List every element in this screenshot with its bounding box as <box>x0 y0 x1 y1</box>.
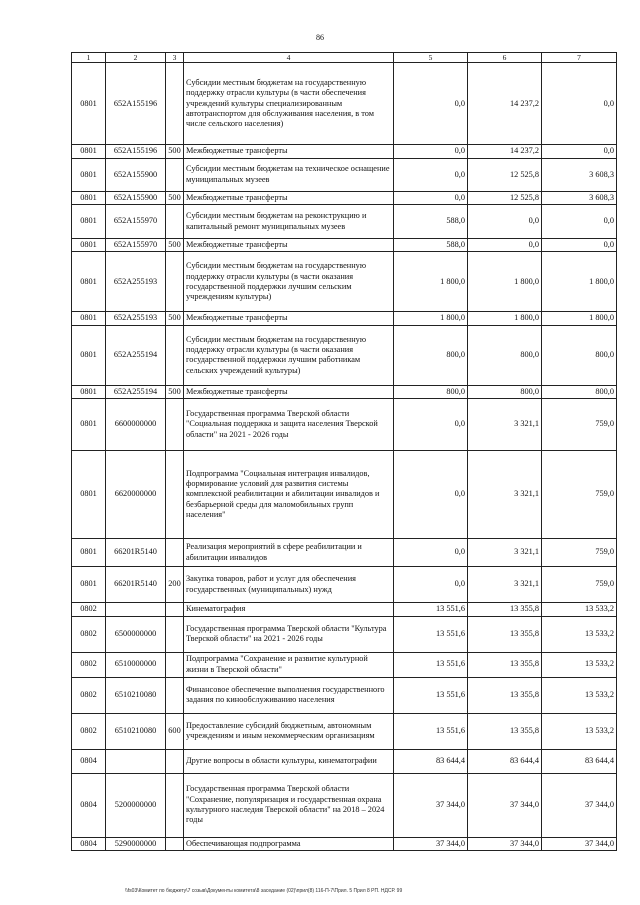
table-row <box>72 325 617 385</box>
amount-2023: 12 525,8 <box>468 158 542 191</box>
item-name: Субсидии местным бюджетам на государственную поддержку отрасли культуры (в части оказания государственной поддержки лучшим сельским учреждениям культуры) <box>184 252 394 312</box>
amount-2023: 13 355,8 <box>468 603 542 616</box>
column-number: 7 <box>542 53 617 63</box>
table-row <box>72 567 617 603</box>
budget-table <box>71 52 617 851</box>
section-code: 0801 <box>72 158 106 191</box>
table-row <box>72 539 617 567</box>
amount-2023: 37 344,0 <box>468 773 542 837</box>
section-code: 0801 <box>72 312 106 325</box>
target-article-code: 66201R5140 <box>106 539 166 567</box>
expense-type-code: 500 <box>166 145 184 158</box>
section-code: 0801 <box>72 567 106 603</box>
item-name: Закупка товаров, работ и услуг для обеспечения государственных (муниципальных) нужд <box>184 567 394 603</box>
expense-type-code <box>166 652 184 677</box>
amount-2022: 0,0 <box>394 451 468 539</box>
amount-2024: 13 533,2 <box>542 652 617 677</box>
amount-2023: 3 321,1 <box>468 567 542 603</box>
amount-2024: 800,0 <box>542 385 617 398</box>
item-name: Кинематография <box>184 603 394 616</box>
amount-2022: 0,0 <box>394 567 468 603</box>
amount-2023: 83 644,4 <box>468 749 542 773</box>
amount-2024: 759,0 <box>542 567 617 603</box>
amount-2024: 759,0 <box>542 451 617 539</box>
amount-2022: 1 800,0 <box>394 312 468 325</box>
item-name: Финансовое обеспечение выполнения государственного задания по кинообслуживанию населения <box>184 677 394 713</box>
target-article-code <box>106 749 166 773</box>
expense-type-code: 500 <box>166 312 184 325</box>
amount-2023: 12 525,8 <box>468 191 542 204</box>
section-code: 0802 <box>72 677 106 713</box>
table-row <box>72 399 617 451</box>
item-name: Предоставление субсидий бюджетным, автономным учреждениям и иным некоммерческим организациям <box>184 713 394 749</box>
target-article-code: 652A255193 <box>106 312 166 325</box>
table-row <box>72 158 617 191</box>
column-number: 3 <box>166 53 184 63</box>
amount-2022: 588,0 <box>394 205 468 239</box>
expense-type-code <box>166 158 184 191</box>
amount-2022: 13 551,6 <box>394 652 468 677</box>
amount-2022: 800,0 <box>394 325 468 385</box>
amount-2023: 13 355,8 <box>468 713 542 749</box>
target-article-code: 6500000000 <box>106 616 166 652</box>
section-code: 0802 <box>72 616 106 652</box>
section-code: 0801 <box>72 145 106 158</box>
expense-type-code: 600 <box>166 713 184 749</box>
item-name: Субсидии местным бюджетам на государственную поддержку отрасли культуры (в части обеспечения учреждений культуры специализированным автотранспортом для обслуживания населения, в том числе сельского населения) <box>184 63 394 145</box>
column-number: 4 <box>184 53 394 63</box>
section-code: 0804 <box>72 749 106 773</box>
item-name: Государственная программа Тверской области "Социальная поддержка и защита населения Тверской области" на 2021 - 2026 годы <box>184 399 394 451</box>
item-name: Межбюджетные трансферты <box>184 239 394 252</box>
table-row <box>72 205 617 239</box>
table-row <box>72 616 617 652</box>
table-row <box>72 677 617 713</box>
section-code: 0801 <box>72 399 106 451</box>
section-code: 0801 <box>72 239 106 252</box>
table-row <box>72 451 617 539</box>
amount-2022: 1 800,0 <box>394 252 468 312</box>
target-article-code: 652A155196 <box>106 63 166 145</box>
amount-2022: 13 551,6 <box>394 713 468 749</box>
target-article-code: 6620000000 <box>106 451 166 539</box>
column-number: 2 <box>106 53 166 63</box>
amount-2023: 13 355,8 <box>468 616 542 652</box>
item-name: Обеспечивающая подпрограмма <box>184 837 394 850</box>
target-article-code: 66201R5140 <box>106 567 166 603</box>
expense-type-code: 500 <box>166 385 184 398</box>
table-row <box>72 713 617 749</box>
section-code: 0801 <box>72 539 106 567</box>
target-article-code: 6510210080 <box>106 713 166 749</box>
expense-type-code: 200 <box>166 567 184 603</box>
item-name: Субсидии местным бюджетам на техническое оснащение муниципальных музеев <box>184 158 394 191</box>
section-code: 0801 <box>72 63 106 145</box>
amount-2023: 13 355,8 <box>468 652 542 677</box>
column-number: 6 <box>468 53 542 63</box>
amount-2022: 13 551,6 <box>394 677 468 713</box>
expense-type-code <box>166 773 184 837</box>
amount-2023: 14 237,2 <box>468 63 542 145</box>
amount-2024: 37 344,0 <box>542 837 617 850</box>
amount-2022: 588,0 <box>394 239 468 252</box>
amount-2024: 759,0 <box>542 539 617 567</box>
section-code: 0801 <box>72 252 106 312</box>
amount-2024: 37 344,0 <box>542 773 617 837</box>
section-code: 0801 <box>72 451 106 539</box>
expense-type-code <box>166 837 184 850</box>
item-name: Подпрограмма "Социальная интеграция инвалидов, формирование условий для развития системы комплексной реабилитации и абилитации инвалидов и безбарьерной среды для маломобильных групп населения" <box>184 451 394 539</box>
expense-type-code <box>166 252 184 312</box>
amount-2023: 1 800,0 <box>468 252 542 312</box>
section-code: 0801 <box>72 191 106 204</box>
target-article-code: 6600000000 <box>106 399 166 451</box>
amount-2022: 0,0 <box>394 145 468 158</box>
amount-2023: 800,0 <box>468 325 542 385</box>
column-number: 5 <box>394 53 468 63</box>
amount-2024: 800,0 <box>542 325 617 385</box>
footer-file-path: \\fs03\Комитет по бюджету\7 созыв\Документы комитета\8 заседание (02)\прил(8) 116-П-7\Прил. 5 Прил 8 РП. НДСР. 99 <box>125 888 403 894</box>
amount-2022: 0,0 <box>394 399 468 451</box>
table-row <box>72 145 617 158</box>
target-article-code: 6510210080 <box>106 677 166 713</box>
amount-2024: 83 644,4 <box>542 749 617 773</box>
amount-2023: 37 344,0 <box>468 837 542 850</box>
target-article-code: 652A155970 <box>106 205 166 239</box>
expense-type-code <box>166 616 184 652</box>
amount-2022: 0,0 <box>394 539 468 567</box>
amount-2024: 1 800,0 <box>542 312 617 325</box>
section-code: 0801 <box>72 385 106 398</box>
amount-2024: 0,0 <box>542 63 617 145</box>
section-code: 0801 <box>72 205 106 239</box>
item-name: Межбюджетные трансферты <box>184 385 394 398</box>
amount-2022: 13 551,6 <box>394 603 468 616</box>
table-row <box>72 191 617 204</box>
section-code: 0804 <box>72 773 106 837</box>
amount-2022: 0,0 <box>394 191 468 204</box>
expense-type-code <box>166 603 184 616</box>
target-article-code: 6510000000 <box>106 652 166 677</box>
expense-type-code <box>166 325 184 385</box>
table-row <box>72 749 617 773</box>
target-article-code: 652A255194 <box>106 325 166 385</box>
table-row <box>72 837 617 850</box>
amount-2023: 800,0 <box>468 385 542 398</box>
amount-2023: 13 355,8 <box>468 677 542 713</box>
table-row <box>72 312 617 325</box>
amount-2024: 13 533,2 <box>542 616 617 652</box>
section-code: 0804 <box>72 837 106 850</box>
amount-2023: 3 321,1 <box>468 539 542 567</box>
page-number: 86 <box>316 33 324 42</box>
target-article-code: 652A155900 <box>106 191 166 204</box>
section-code: 0801 <box>72 325 106 385</box>
expense-type-code <box>166 749 184 773</box>
amount-2022: 83 644,4 <box>394 749 468 773</box>
section-code: 0802 <box>72 603 106 616</box>
amount-2024: 1 800,0 <box>542 252 617 312</box>
amount-2022: 13 551,6 <box>394 616 468 652</box>
amount-2023: 3 321,1 <box>468 451 542 539</box>
item-name: Государственная программа Тверской области "Культура Тверской области" на 2021 - 2026 годы <box>184 616 394 652</box>
amount-2024: 0,0 <box>542 145 617 158</box>
item-name: Межбюджетные трансферты <box>184 312 394 325</box>
item-name: Другие вопросы в области культуры, кинематографии <box>184 749 394 773</box>
amount-2024: 13 533,2 <box>542 713 617 749</box>
table-row <box>72 385 617 398</box>
item-name: Подпрограмма "Сохранение и развитие культурной жизни в Тверской области" <box>184 652 394 677</box>
expense-type-code: 500 <box>166 191 184 204</box>
target-article-code: 5200000000 <box>106 773 166 837</box>
expense-type-code <box>166 677 184 713</box>
item-name: Субсидии местным бюджетам на государственную поддержку отрасли культуры (в части оказания государственной поддержки лучшим работникам сельских учреждений культуры) <box>184 325 394 385</box>
amount-2024: 3 608,3 <box>542 191 617 204</box>
table-row <box>72 603 617 616</box>
amount-2024: 759,0 <box>542 399 617 451</box>
target-article-code: 5290000000 <box>106 837 166 850</box>
amount-2023: 14 237,2 <box>468 145 542 158</box>
item-name: Реализация мероприятий в сфере реабилитации и абилитации инвалидов <box>184 539 394 567</box>
target-article-code: 652A255194 <box>106 385 166 398</box>
amount-2022: 37 344,0 <box>394 773 468 837</box>
amount-2022: 37 344,0 <box>394 837 468 850</box>
amount-2024: 13 533,2 <box>542 603 617 616</box>
amount-2022: 0,0 <box>394 158 468 191</box>
expense-type-code <box>166 399 184 451</box>
item-name: Межбюджетные трансферты <box>184 191 394 204</box>
expense-type-code <box>166 451 184 539</box>
target-article-code <box>106 603 166 616</box>
column-number-row <box>72 53 617 63</box>
item-name: Субсидии местным бюджетам на реконструкцию и капитальный ремонт муниципальных музеев <box>184 205 394 239</box>
amount-2024: 13 533,2 <box>542 677 617 713</box>
amount-2022: 0,0 <box>394 63 468 145</box>
section-code: 0802 <box>72 713 106 749</box>
amount-2022: 800,0 <box>394 385 468 398</box>
column-number: 1 <box>72 53 106 63</box>
item-name: Государственная программа Тверской области "Сохранение, популяризация и государственная охрана культурного наследия Тверской области" на 2018 – 2024 годы <box>184 773 394 837</box>
table-row <box>72 773 617 837</box>
amount-2023: 0,0 <box>468 239 542 252</box>
table-row <box>72 239 617 252</box>
amount-2024: 3 608,3 <box>542 158 617 191</box>
target-article-code: 652A155196 <box>106 145 166 158</box>
expense-type-code <box>166 63 184 145</box>
amount-2024: 0,0 <box>542 239 617 252</box>
expense-type-code: 500 <box>166 239 184 252</box>
table-row <box>72 252 617 312</box>
target-article-code: 652A255193 <box>106 252 166 312</box>
target-article-code: 652A155900 <box>106 158 166 191</box>
expense-type-code <box>166 205 184 239</box>
table-row <box>72 652 617 677</box>
table-row <box>72 63 617 145</box>
amount-2023: 0,0 <box>468 205 542 239</box>
amount-2023: 3 321,1 <box>468 399 542 451</box>
item-name: Межбюджетные трансферты <box>184 145 394 158</box>
section-code: 0802 <box>72 652 106 677</box>
amount-2023: 1 800,0 <box>468 312 542 325</box>
expense-type-code <box>166 539 184 567</box>
target-article-code: 652A155970 <box>106 239 166 252</box>
amount-2024: 0,0 <box>542 205 617 239</box>
